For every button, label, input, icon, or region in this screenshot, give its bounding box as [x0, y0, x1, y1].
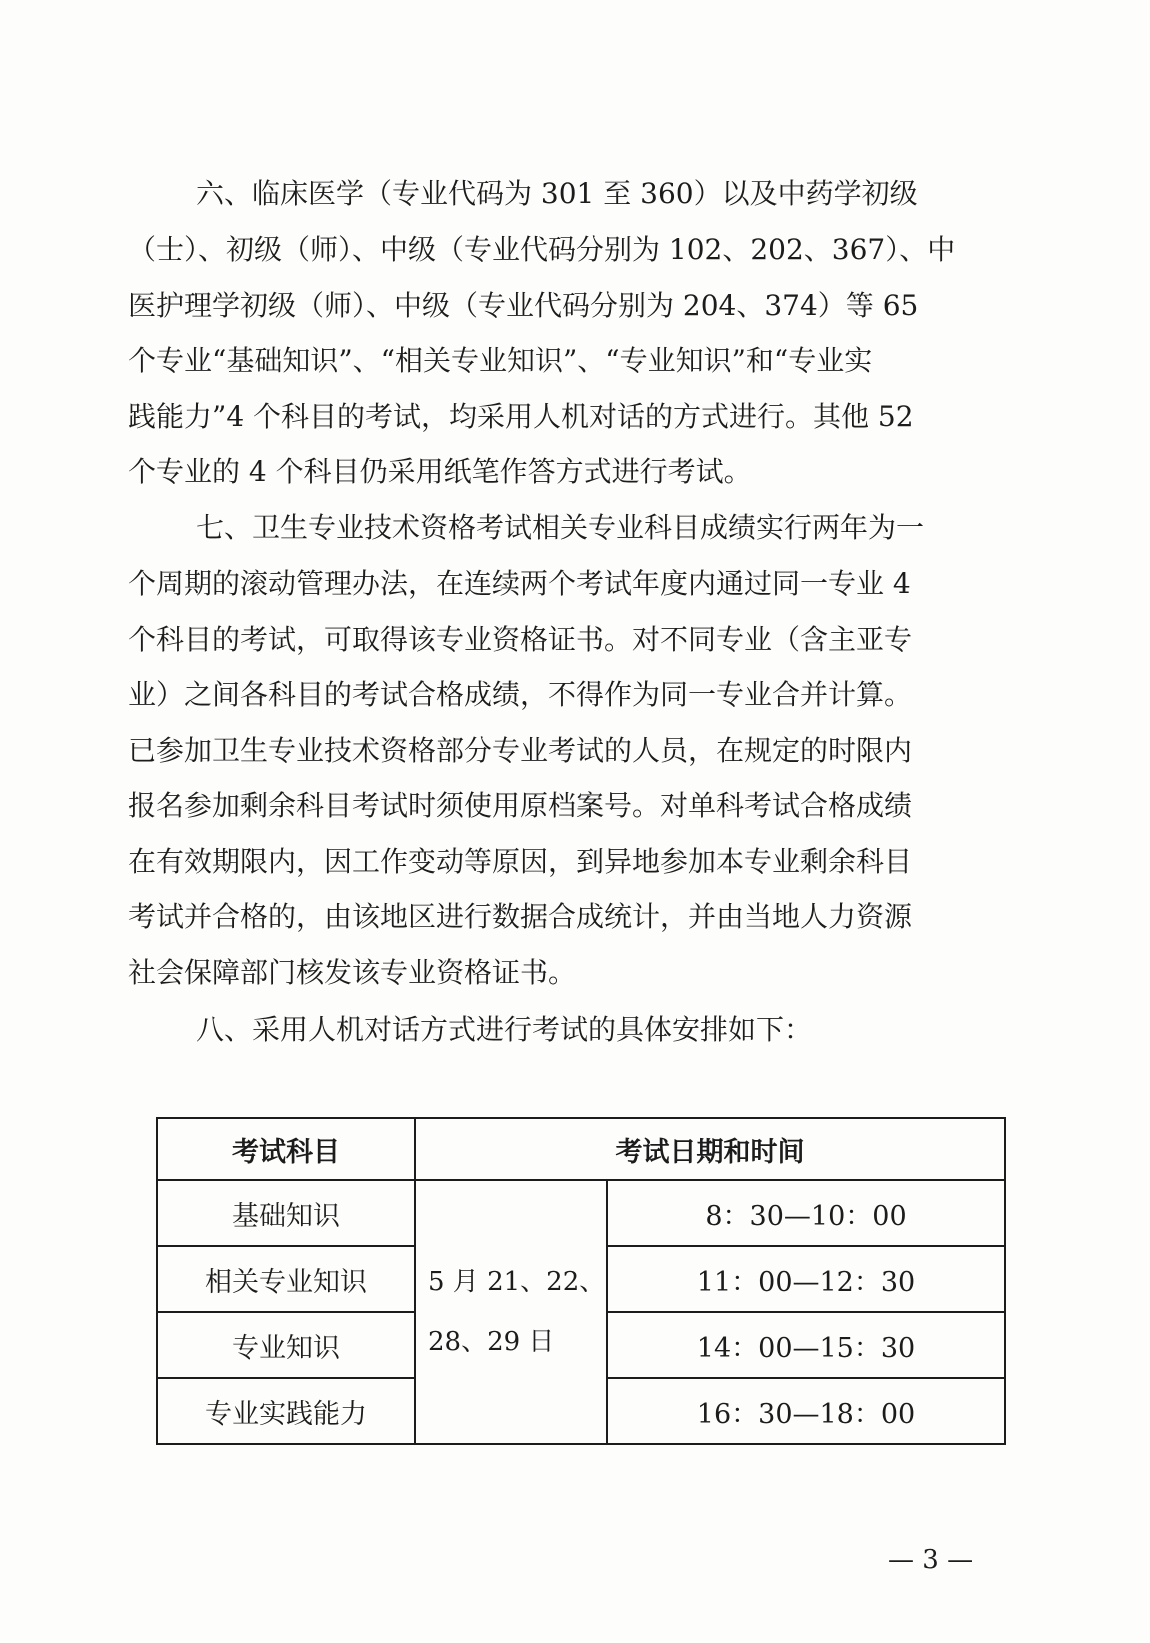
subject-cell: 相关专业知识 — [157, 1246, 415, 1312]
subject-cell: 专业知识 — [157, 1312, 415, 1378]
page-number: — 3 — — [888, 1545, 974, 1575]
exam-dates-line-1: 5 月 21、22、 — [428, 1267, 606, 1297]
paragraph-7-line-1: 七、卫生专业技术资格考试相关专业科目成绩实行两年为一 — [196, 511, 925, 544]
exam-dates-cell — [415, 1180, 607, 1444]
paragraph-7-line-4: 业）之间各科目的考试合格成绩，不得作为同一专业合并计算。 — [128, 678, 913, 711]
paragraph-7-line-5: 已参加卫生专业技术资格部分专业考试的人员，在规定的时限内 — [128, 734, 913, 767]
time-cell: 14：00—15：30 — [607, 1312, 1005, 1378]
header-subject: 考试科目 — [157, 1118, 415, 1180]
time-cell: 16：30—18：00 — [607, 1378, 1005, 1444]
paragraph-6-line-1: 六、临床医学（专业代码为 301 至 360）以及中药学初级 — [196, 177, 918, 210]
paragraph-6-line-6: 个专业的 4 个科目仍采用纸笔作答方式进行考试。 — [128, 455, 752, 488]
paragraph-6-line-5: 践能力”4 个科目的考试，均采用人机对话的方式进行。其他 52 — [128, 400, 914, 433]
paragraph-7-line-3: 个科目的考试，可取得该专业资格证书。对不同专业（含主亚专 — [128, 623, 913, 656]
paragraph-7-line-6: 报名参加剩余科目考试时须使用原档案号。对单科考试合格成绩 — [128, 789, 913, 822]
subject-cell: 专业实践能力 — [157, 1378, 415, 1444]
table-header-row — [157, 1118, 1005, 1180]
paragraph-7-line-9: 社会保障部门核发该专业资格证书。 — [128, 956, 577, 989]
exam-dates-line-2: 28、29 日 — [428, 1327, 555, 1357]
paragraph-7-line-7: 在有效期限内，因工作变动等原因，到异地参加本专业剩余科目 — [128, 845, 913, 878]
paragraph-7-line-8: 考试并合格的，由该地区进行数据合成统计，并由当地人力资源 — [128, 900, 913, 933]
paragraph-8-line-1: 八、采用人机对话方式进行考试的具体安排如下： — [196, 1013, 813, 1046]
subject-cell: 基础知识 — [157, 1180, 415, 1246]
exam-schedule-table — [156, 1117, 1006, 1445]
table-row — [157, 1180, 1005, 1246]
paragraph-6-line-2: （士）、初级（师）、中级（专业代码分别为 102、202、367）、中 — [128, 233, 956, 266]
paragraph-6-line-3: 医护理学初级（师）、中级（专业代码分别为 204、374）等 65 — [128, 289, 919, 322]
time-cell: 8：30—10：00 — [607, 1180, 1005, 1246]
header-datetime: 考试日期和时间 — [415, 1118, 1005, 1180]
paragraph-6-line-4: 个专业“基础知识”、“相关专业知识”、“专业知识”和“专业实 — [128, 344, 873, 377]
paragraph-7-line-2: 个周期的滚动管理办法，在连续两个考试年度内通过同一专业 4 — [128, 567, 911, 600]
time-cell: 11：00—12：30 — [607, 1246, 1005, 1312]
